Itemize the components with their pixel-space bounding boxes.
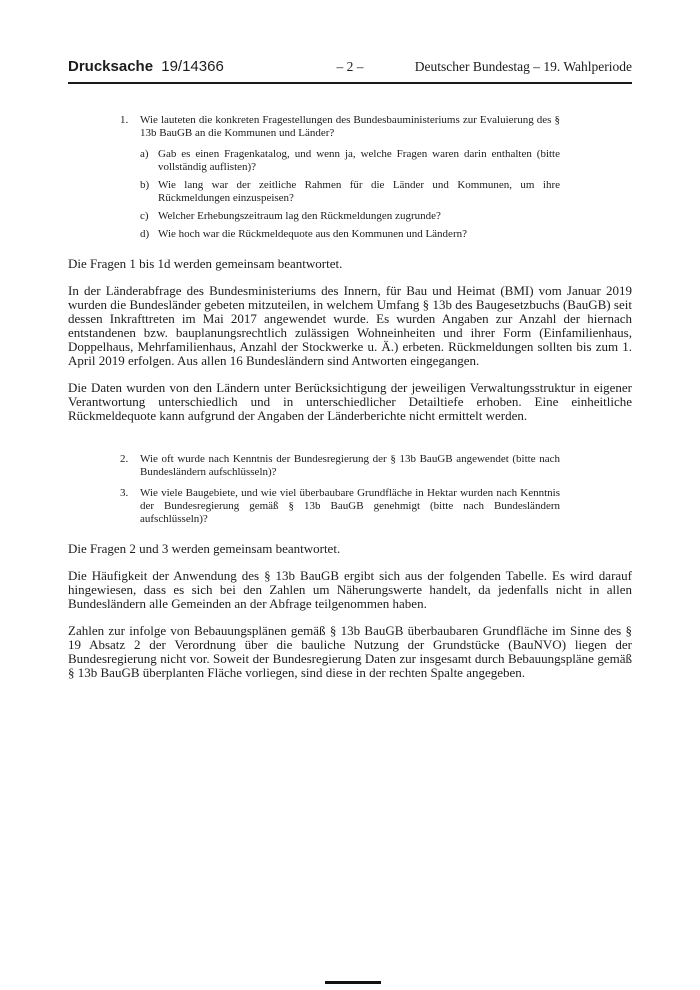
answer-block-1 <box>68 257 632 423</box>
question-1a-text: Gab es einen Fragenkatalog, und wenn ja, welche Fragen waren darin enthalten (bitte vollständig auflisten)? <box>158 148 560 173</box>
question-1a <box>140 148 560 174</box>
answer-block-2 <box>68 542 632 680</box>
question-1-number: 1. <box>120 114 129 126</box>
page-content <box>68 58 632 693</box>
question-2-text: Wie oft wurde nach Kenntnis der Bundesregierung der § 13b BauGB angewendet (bitte nach Bundesländern aufschlüsseln)? <box>140 453 560 478</box>
question-1d-label: d) <box>140 228 150 240</box>
question-3 <box>120 487 560 526</box>
question-1b-label: b) <box>140 179 150 191</box>
question-1d-text: Wie hoch war die Rückmeldequote aus den Kommunen und Ländern? <box>158 228 467 240</box>
question-1 <box>120 114 560 140</box>
page-header <box>68 58 632 84</box>
question-1c-label: c) <box>140 210 149 222</box>
question-3-number: 3. <box>120 487 129 499</box>
question-1-text: Wie lauteten die konkreten Fragestellungen des Bundesbauministeriums zur Evaluierung des § 13b BauGB an die Kommunen und Länder? <box>140 114 560 139</box>
question-1b <box>140 179 560 205</box>
question-1b-text: Wie lang war der zeitliche Rahmen für die Länder und Kommunen, um ihre Rückmeldungen einzuspeisen? <box>158 179 560 204</box>
question-2 <box>120 453 560 479</box>
document-label: Drucksache <box>68 58 154 75</box>
question-block-1 <box>120 114 560 241</box>
answer-2-paragraph-1: Die Häufigkeit der Anwendung des § 13b BauGB ergibt sich aus der folgenden Tabelle. Es wird darauf hingewiesen, dass es sich bei den Zahlen um Näherungswerte handelt, da jedenfalls nicht in allen Bundesländern alle Gemeinden an der Abfrage teilgenommen haben. <box>68 568 632 611</box>
question-2-number: 2. <box>120 453 129 465</box>
answer-2-paragraph-2: Zahlen zur infolge von Bebauungsplänen gemäß § 13b BauGB überbaubaren Grundfläche im Sinne des § 19 Absatz 2 der Verordnung über die bauliche Nutzung der Grundstücke (BauNVO) liegen der Bundesregierung nicht vor. Soweit der Bundesregierung Daten zur insgesamt durch Bebauungspläne gemäß § 13b BauGB überplanten Fläche vorliegen, sind diese in der rechten Spalte angegeben. <box>68 623 632 680</box>
document-id <box>68 58 337 75</box>
page-number: – 2 – <box>336 59 364 74</box>
scan-artifact-line <box>325 981 381 984</box>
question-3-text: Wie viele Baugebiete, und wie viel überbaubare Grundfläche in Hektar wurden nach Kenntnis der Bundesregierung gemäß § 13b BauGB genehmigt (bitte nach Bundesländern aufschlüsseln)? <box>140 487 560 525</box>
question-1c-text: Welcher Erhebungszeitraum lag den Rückmeldungen zugrunde? <box>158 210 441 222</box>
question-block-2 <box>120 453 560 526</box>
answer-2-intro: Die Fragen 2 und 3 werden gemeinsam beantwortet. <box>68 541 341 556</box>
answer-1-paragraph-2: Die Daten wurden von den Ländern unter Berücksichtigung der jeweiligen Verwaltungsstruktur in eigener Verantwortung unterschiedlich und in unterschiedlicher Detailtiefe erhoben. Eine einheitliche Rückmeldequote kann aufgrund der Angaben der Länderberichte nicht ermittelt werden. <box>68 380 632 423</box>
question-1d <box>140 228 560 241</box>
question-1-subitems <box>120 148 560 241</box>
answer-1-paragraph-1: In der Länderabfrage des Bundesministeriums des Innern, für Bau und Heimat (BMI) vom Januar 2019 wurden die Bundesländer gebeten mitzuteilen, in welchem Umfang § 13b des Baugesetzbuchs (BauGB) seit dessen Inkrafttreten im Mai 2017 angewendet wurde. Es wurden Angaben zur Anzahl der hiernach entstandenen bzw. bauplanungsrechtlich zulässigen Wohneinheiten und ihrer Form (Einfamilienhaus, Doppelhaus, Mehrfamilienhaus, Anzahl der Stockwerke u. Ä.) erbeten. Rückmeldungen sollten bis zum 1. April 2019 erfolgen. Aus allen 16 Bundesländern sind Antworten eingegangen. <box>68 283 632 368</box>
answer-1-intro: Die Fragen 1 bis 1d werden gemeinsam beantwortet. <box>68 256 343 271</box>
document-number: 19/14366 <box>161 58 224 75</box>
header-right-text: Deutscher Bundestag – 19. Wahlperiode <box>414 59 632 74</box>
question-1a-label: a) <box>140 148 149 160</box>
question-1c <box>140 210 560 223</box>
